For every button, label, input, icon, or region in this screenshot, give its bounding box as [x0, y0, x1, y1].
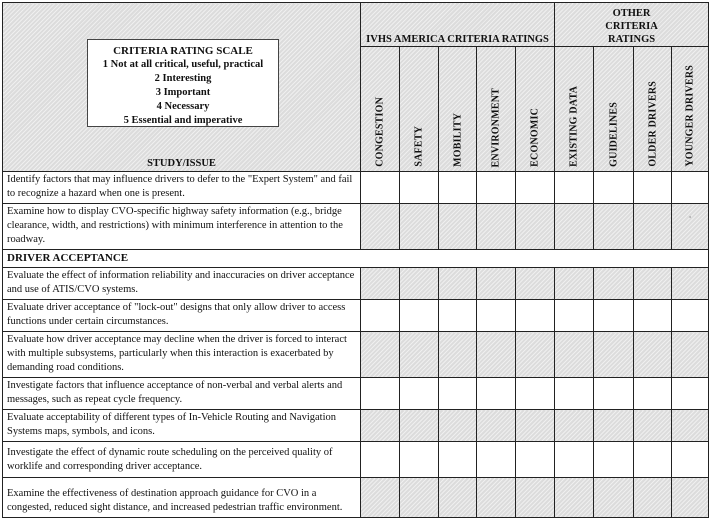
- rating-cell: [439, 172, 477, 204]
- legend-item: 2 Interesting: [154, 73, 212, 84]
- rating-cell: [634, 410, 672, 442]
- rating-cell: [477, 410, 516, 442]
- rating-cell: [594, 300, 634, 332]
- rating-cell: [477, 478, 516, 518]
- table-row: [3, 478, 709, 518]
- column-header-younger-drivers: [672, 47, 709, 172]
- rating-cell: [555, 332, 594, 378]
- rating-cell: [634, 332, 672, 378]
- rating-cell: [361, 332, 400, 378]
- rating-cell: [594, 204, 634, 250]
- study-issue-header-cell: [3, 3, 361, 172]
- rating-cell: [477, 204, 516, 250]
- rating-cell: [672, 410, 709, 442]
- rating-cell: [361, 172, 400, 204]
- rating-cell: [555, 478, 594, 518]
- rating-cell: [516, 478, 555, 518]
- issue-text: Investigate factors that influence acceptance of non-verbal and verbal alerts and messages, such as repeat cycle frequency.: [3, 378, 361, 410]
- column-header-economic: [516, 47, 555, 172]
- rating-cell: [400, 300, 439, 332]
- rating-cell: [594, 332, 634, 378]
- rating-cell: [400, 332, 439, 378]
- rating-cell: [634, 442, 672, 478]
- issue-text: Evaluate the effect of information reliability and inaccuracies on driver acceptance and use of ATIS/CVO systems.: [3, 268, 361, 300]
- table-row: [3, 332, 709, 378]
- table-row: [3, 268, 709, 300]
- rating-cell: [672, 204, 709, 250]
- column-label: EXISTING DATA: [568, 86, 580, 167]
- rating-cell: [361, 268, 400, 300]
- rating-cell: [516, 300, 555, 332]
- column-label: YOUNGER DRIVERS: [684, 65, 696, 167]
- rating-cell: [672, 300, 709, 332]
- column-header-existing-data: [555, 47, 594, 172]
- legend-item: 3 Important: [155, 87, 211, 98]
- rating-cell: [477, 268, 516, 300]
- column-header-guidelines: [594, 47, 634, 172]
- issue-text: Evaluate acceptability of different types of In-Vehicle Routing and Navigation Systems maps, symbols, and icons.: [3, 410, 361, 442]
- issue-text: Examine the effectiveness of destination approach guidance for CVO in a congested, reduced sight distance, and increased pedestrian traffic environment.: [3, 478, 361, 518]
- rating-cell: [361, 478, 400, 518]
- table-row: [3, 300, 709, 332]
- rating-cell: [361, 300, 400, 332]
- rating-cell: [594, 378, 634, 410]
- rating-cell: [400, 442, 439, 478]
- issue-text: Investigate the effect of dynamic route scheduling on the perceived quality of worklife and corresponding driver acceptance.: [3, 442, 361, 478]
- rating-cell: [672, 172, 709, 204]
- rating-cell: [400, 268, 439, 300]
- table-row: [3, 172, 709, 204]
- column-label: ECONOMIC: [529, 108, 541, 167]
- rating-cell: [634, 378, 672, 410]
- column-label: OLDER DRIVERS: [647, 81, 659, 167]
- table-row: [3, 442, 709, 478]
- rating-cell: [555, 410, 594, 442]
- rating-cell: [516, 172, 555, 204]
- section-row: [3, 250, 709, 268]
- rating-cell: [439, 410, 477, 442]
- rating-cell: [439, 378, 477, 410]
- column-label: SAFETY: [413, 126, 425, 167]
- ivhs-criteria-group-header: [361, 3, 555, 47]
- rating-cell: [672, 268, 709, 300]
- rating-cell: [400, 378, 439, 410]
- table-row: [3, 204, 709, 250]
- legend-title: CRITERIA RATING SCALE: [113, 45, 253, 57]
- column-label: ENVIRONMENT: [490, 87, 502, 167]
- other-criteria-group-header: [555, 3, 709, 47]
- rating-cell: [361, 410, 400, 442]
- section-heading: DRIVER ACCEPTANCE: [3, 250, 709, 268]
- rating-cell: [361, 378, 400, 410]
- issue-text: Examine how to display CVO-specific highway safety information (e.g., bridge clearance, width, and restrictions) with minimum interference in attention to the roadway.: [3, 204, 361, 250]
- rating-cell: [477, 378, 516, 410]
- column-header-older-drivers: [634, 47, 672, 172]
- rating-cell: [555, 300, 594, 332]
- rating-cell: [516, 332, 555, 378]
- rating-cell: [400, 204, 439, 250]
- rating-cell: [555, 378, 594, 410]
- rating-cell: [634, 300, 672, 332]
- rating-cell: [439, 478, 477, 518]
- rating-cell: [555, 442, 594, 478]
- rating-cell: [400, 172, 439, 204]
- rating-cell: [672, 478, 709, 518]
- rating-cell: [634, 172, 672, 204]
- rating-cell: [634, 268, 672, 300]
- column-header-mobility: [439, 47, 477, 172]
- rating-cell: [477, 172, 516, 204]
- legend-item: 5 Essential and imperative: [123, 115, 243, 126]
- rating-cell: [439, 332, 477, 378]
- rating-cell: [361, 204, 400, 250]
- issue-text: Evaluate how driver acceptance may decline when the driver is forced to interact with multiple subsystems, particularly when this interaction is exacerbated by demanding road conditions.: [3, 332, 361, 378]
- rating-cell: [439, 268, 477, 300]
- table-row: [3, 410, 709, 442]
- criteria-rating-table: [2, 2, 709, 518]
- rating-cell: [555, 172, 594, 204]
- column-label: MOBILITY: [452, 113, 463, 167]
- rating-cell: [555, 268, 594, 300]
- rating-cell: [477, 332, 516, 378]
- other-criteria-group-label: OTHER CRITERIA RATINGS: [605, 8, 658, 45]
- rating-cell: [594, 442, 634, 478]
- rating-cell: [400, 478, 439, 518]
- rating-cell: [634, 204, 672, 250]
- rating-cell: [477, 442, 516, 478]
- rating-cell: [516, 410, 555, 442]
- rating-mark: ·: [688, 213, 692, 222]
- legend-item: 1 Not at all critical, useful, practical: [102, 59, 264, 70]
- column-header-safety: [400, 47, 439, 172]
- ivhs-criteria-group-label: IVHS AMERICA CRITERIA RATINGS: [366, 34, 549, 45]
- table-row: [3, 378, 709, 410]
- rating-cell: [594, 172, 634, 204]
- rating-cell: [634, 478, 672, 518]
- issue-text: Evaluate driver acceptance of "lock-out" designs that only allow driver to access functions under certain circumstances.: [3, 300, 361, 332]
- rating-cell: [594, 478, 634, 518]
- rating-cell: [516, 268, 555, 300]
- column-header-congestion: [361, 47, 400, 172]
- rating-cell: [477, 300, 516, 332]
- rating-cell: [439, 300, 477, 332]
- study-issue-label: STUDY/ISSUE: [147, 158, 216, 169]
- rating-cell: [516, 442, 555, 478]
- rating-cell: [439, 204, 477, 250]
- rating-cell: [439, 442, 477, 478]
- rating-cell: [672, 332, 709, 378]
- rating-cell: [555, 204, 594, 250]
- rating-cell: [400, 410, 439, 442]
- rating-cell: [516, 378, 555, 410]
- rating-cell: [594, 410, 634, 442]
- column-header-environment: [477, 47, 516, 172]
- criteria-rating-scale-legend: [87, 39, 279, 127]
- column-label: CONGESTION: [374, 97, 386, 167]
- rating-cell: [516, 204, 555, 250]
- column-label: GUIDELINES: [608, 102, 620, 167]
- rating-cell: [594, 268, 634, 300]
- rating-cell: [361, 442, 400, 478]
- issue-text: Identify factors that may influence drivers to defer to the "Expert System" and fail to recognize a hazard when one is present.: [3, 172, 361, 204]
- rating-cell: [672, 442, 709, 478]
- legend-item: 4 Necessary: [156, 101, 210, 112]
- rating-cell: [672, 378, 709, 410]
